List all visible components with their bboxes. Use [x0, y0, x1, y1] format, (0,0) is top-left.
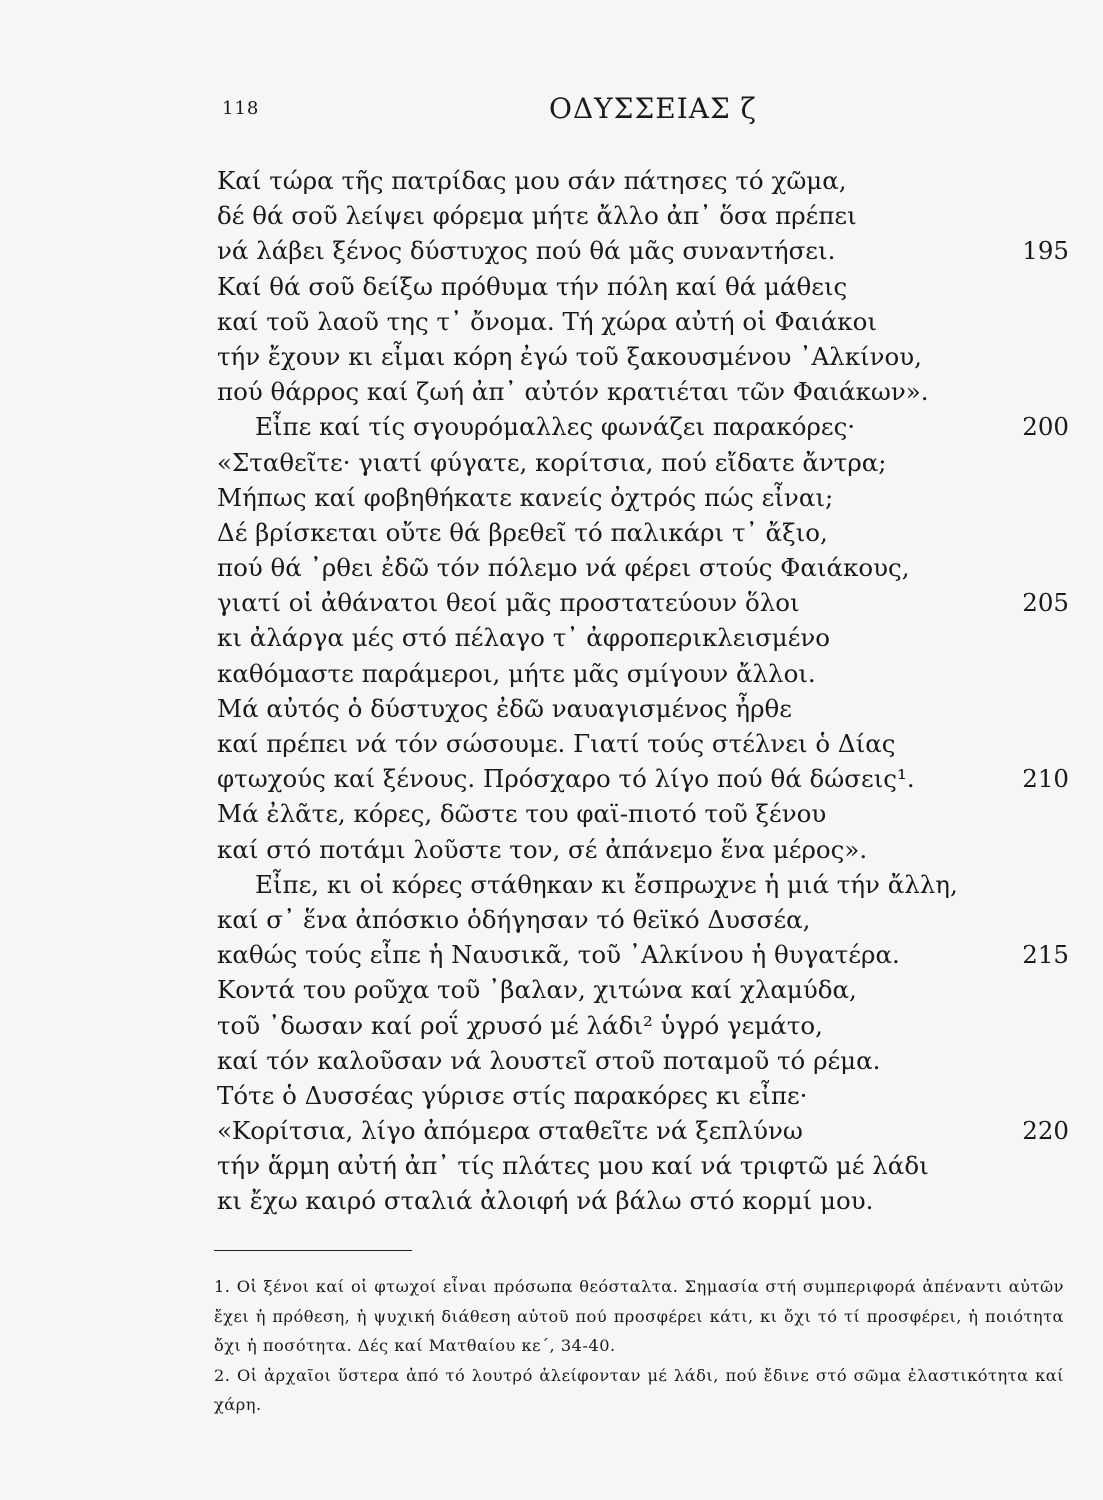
- footnote-2: 2. Οἱ ἀρχαῖοι ὕστερα ἀπό τό λουτρό ἀλείφονταν μέ λάδι, πού ἔδινε στό σῶμα ἐλαστικότητα καί χάρη.: [214, 1365, 1064, 1415]
- verse-line: [217, 1078, 1077, 1113]
- verse-text: τοῦ ᾿δωσαν καί ροΐ χρυσό μέ λάδι² ὑγρό γεμάτο,: [217, 1010, 823, 1040]
- running-title: ΟΔΥΣΣΕΙΑΣ ζ: [549, 92, 757, 125]
- verse-text: καί στό ποτάμι λοῦστε τον, σέ ἀπάνεμο ἕνα μέρος».: [217, 834, 868, 864]
- verse-text: κι ἔχω καιρό σταλιά ἀλοιφή νά βάλω στό κορμί μου.: [217, 1186, 874, 1216]
- verse-line: [217, 233, 1077, 268]
- verse-line: [217, 902, 1077, 937]
- verse-line: [217, 409, 1077, 444]
- verse-line: [217, 1183, 1077, 1218]
- verse-line: [217, 163, 1077, 198]
- verse-line: [217, 1043, 1077, 1078]
- verse-block: [217, 163, 1077, 1219]
- verse-line: [217, 304, 1077, 339]
- verse-text: Μά αὐτός ὁ δύστυχος ἐδῶ ναυαγισμένος ἦρθε: [217, 693, 792, 723]
- line-number: 195: [1022, 236, 1069, 266]
- verse-text: Καί θά σοῦ δείξω πρόθυμα τήν πόλη καί θά μάθεις: [217, 271, 848, 301]
- line-number: 205: [1022, 588, 1069, 618]
- verse-line: [217, 1148, 1077, 1183]
- verse-text: τήν ἔχουν κι εἶμαι κόρη ἐγώ τοῦ ξακουσμένου ᾿Αλκίνου,: [217, 341, 922, 371]
- verse-text: καί σ᾿ ἕνα ἀπόσκιο ὁδήγησαν τό θεϊκό Δυσσέα,: [217, 904, 811, 934]
- verse-line: [217, 198, 1077, 233]
- line-number: 220: [1022, 1116, 1069, 1146]
- verse-line: [217, 832, 1077, 867]
- verse-line: [217, 480, 1077, 515]
- verse-line: [217, 374, 1077, 409]
- verse-text: Μά ἐλᾶτε, κόρες, δῶστε του φαϊ-πιοτό τοῦ ξένου: [217, 799, 827, 829]
- verse-text: «Κορίτσια, λίγο ἀπόμερα σταθεῖτε νά ξεπλύνω: [217, 1116, 803, 1146]
- line-number: 210: [1022, 764, 1069, 794]
- verse-line: [217, 620, 1077, 655]
- verse-line: [217, 1113, 1077, 1148]
- line-number: 200: [1022, 412, 1069, 442]
- verse-line: [217, 867, 1077, 902]
- verse-text: «Σταθεῖτε· γιατί φύγατε, κορίτσια, πού εἴδατε ἄντρα;: [217, 447, 887, 477]
- verse-line: [217, 937, 1077, 972]
- verse-line: [217, 339, 1077, 374]
- verse-text: δέ θά σοῦ λείψει φόρεμα μήτε ἄλλο ἀπ᾿ ὅσα πρέπει: [217, 201, 857, 231]
- verse-text: καθόμαστε παράμεροι, μήτε μᾶς σμίγουν ἄλλοι.: [217, 658, 816, 688]
- verse-text: φτωχούς καί ξένους. Πρόσχαρο τό λίγο πού θά δώσεις¹.: [217, 764, 915, 794]
- verse-text: τήν ἅρμη αὐτή ἀπ᾿ τίς πλάτες μου καί νά τριφτῶ μέ λάδι: [217, 1151, 929, 1181]
- verse-text: Καί τώρα τῆς πατρίδας μου σάν πάτησες τό χῶμα,: [217, 166, 847, 195]
- verse-line: [217, 656, 1077, 691]
- verse-line: [217, 691, 1077, 726]
- verse-line: [217, 585, 1077, 620]
- verse-line: [217, 445, 1077, 480]
- verse-line: [217, 761, 1077, 796]
- verse-text: καί πρέπει νά τόν σώσουμε. Γιατί τούς στέλνει ὁ Δίας: [217, 729, 896, 758]
- verse-text: γιατί οἱ ἀθάνατοι θεοί μᾶς προστατεύουν ὅλοι: [217, 588, 800, 618]
- verse-text: Εἶπε, κι οἱ κόρες στάθηκαν κι ἔσπρωχνε ἡ μιά τήν ἄλλη,: [255, 869, 958, 899]
- verse-text: πού θάρρος καί ζωή ἀπ᾿ αὐτόν κρατιέται τῶν Φαιάκων».: [217, 377, 929, 407]
- footnote-divider: [214, 1250, 412, 1251]
- verse-text: Μήπως καί φοβηθήκατε κανείς ὀχτρός πώς εἶναι;: [217, 482, 834, 512]
- verse-text: καθώς τούς εἶπε ἡ Ναυσικᾶ, τοῦ ᾿Αλκίνου ἡ θυγατέρα.: [217, 940, 900, 970]
- verse-text: νά λάβει ξένος δύστυχος πού θά μᾶς συναντήσει.: [217, 236, 836, 266]
- footnote-1: 1. Οἱ ξένοι καί οἱ φτωχοί εἶναι πρόσωπα θεόσταλτα. Σημασία στή συμπεριφορά ἀπέναντι αὐτῶν ἔχει ἡ πρόθεση, ἡ ψυχική διάθεση αὐτοῦ πού προσφέρει κάτι, κι ὄχι τό τί προσφέρει, ἡ ποιότητα ὄχι ἡ ποσότητα. Δές καί Ματθαίου κε΄, 34-40.: [214, 1277, 1064, 1356]
- verse-text: πού θά ᾿ρθει ἐδῶ τόν πόλεμο νά φέρει στούς Φαιάκους,: [217, 553, 910, 583]
- verse-line: [217, 550, 1077, 585]
- verse-line: [217, 1008, 1077, 1043]
- verse-line: [217, 796, 1077, 831]
- verse-line: [217, 269, 1077, 304]
- verse-line: [217, 972, 1077, 1007]
- verse-text: καί τοῦ λαοῦ της τ᾿ ὄνομα. Τή χώρα αὐτή οἱ Φαιάκοι: [217, 306, 877, 336]
- verse-line: [217, 515, 1077, 550]
- footnotes: [214, 1272, 1064, 1420]
- verse-text: Τότε ὁ Δυσσέας γύρισε στίς παρακόρες κι εἶπε·: [217, 1080, 808, 1110]
- verse-text: Δέ βρίσκεται οὔτε θά βρεθεῖ τό παλικάρι τ᾿ ἄξιο,: [217, 517, 828, 547]
- verse-text: Κοντά του ροῦχα τοῦ ᾿βαλαν, χιτώνα καί χλαμύδα,: [217, 975, 857, 1005]
- verse-text: κι ἀλάργα μές στό πέλαγο τ᾿ ἀφροπερικλεισμένο: [217, 623, 831, 653]
- verse-line: [217, 726, 1077, 761]
- verse-text: καί τόν καλοῦσαν νά λουστεῖ στοῦ ποταμοῦ τό ρέμα.: [217, 1045, 881, 1075]
- page-number: 118: [222, 98, 260, 119]
- line-number: 215: [1022, 940, 1069, 970]
- verse-text: Εἶπε καί τίς σγουρόμαλλες φωνάζει παρακόρες·: [255, 412, 856, 442]
